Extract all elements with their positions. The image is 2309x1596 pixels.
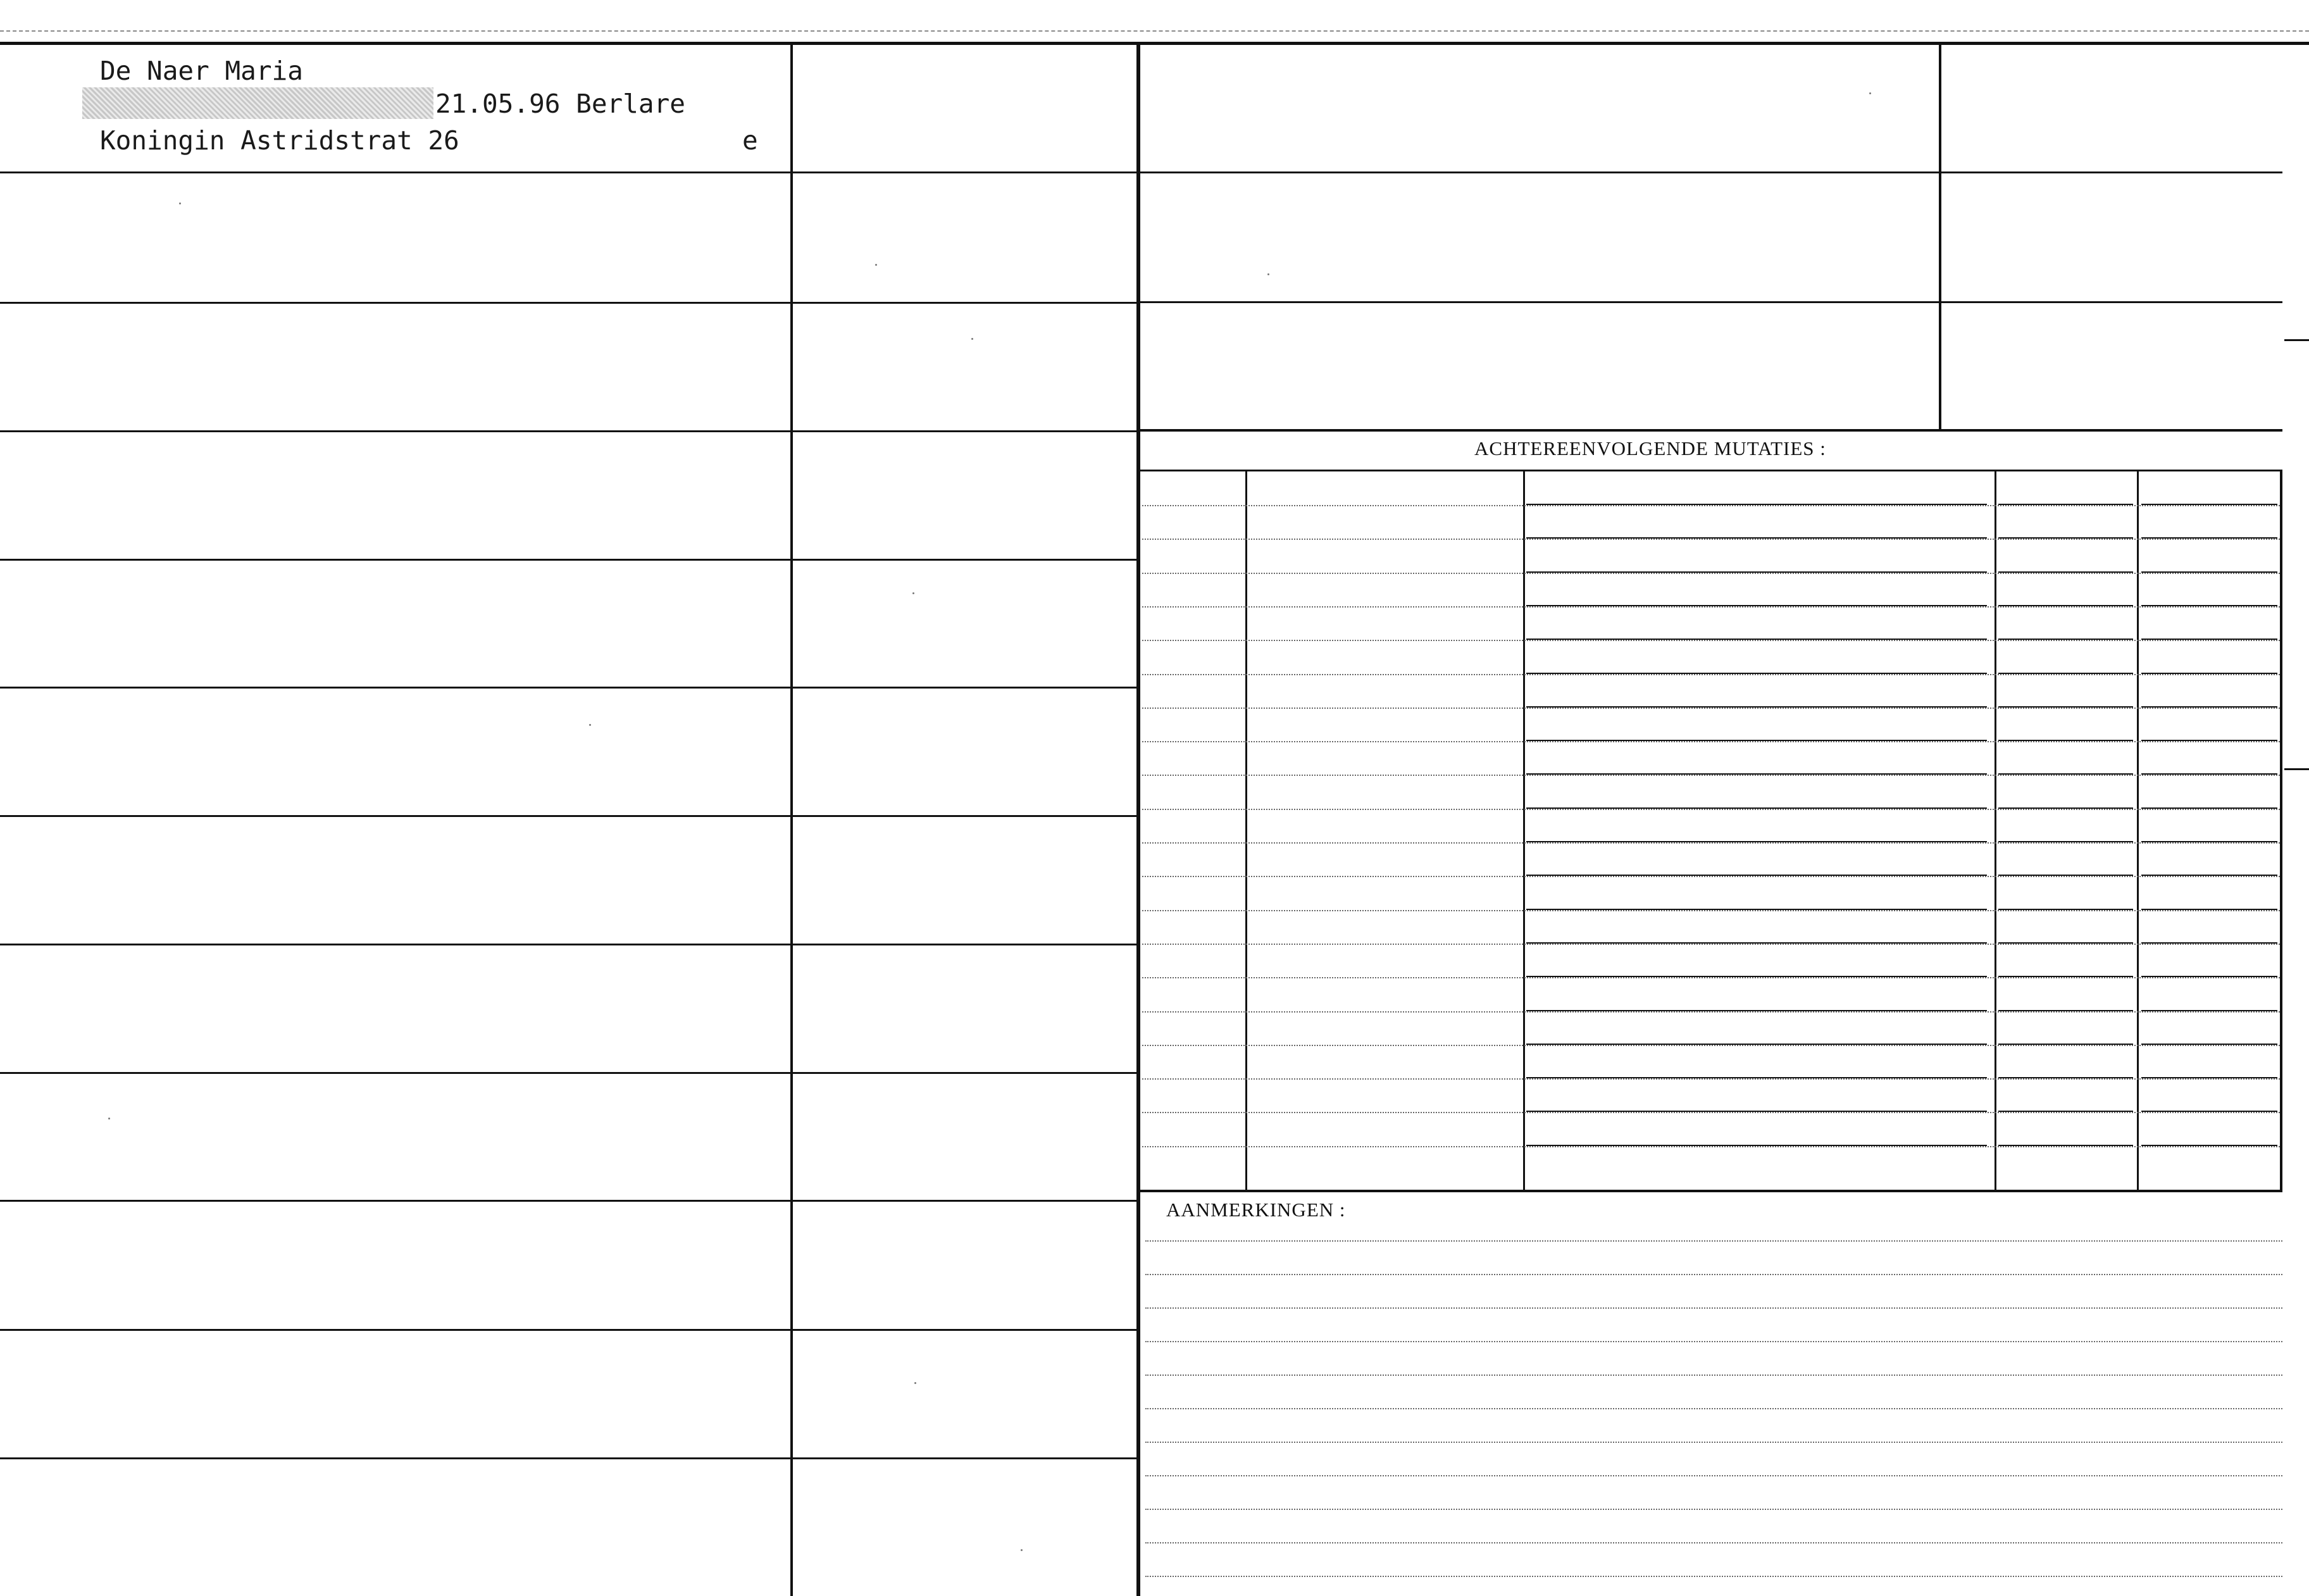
mutations-solid-rule [1526, 740, 1987, 741]
mutations-solid-rule [2141, 1077, 2277, 1078]
mutations-solid-rule [1998, 504, 2133, 505]
mutations-solid-rule [1998, 841, 2133, 842]
mutations-solid-rule [1526, 1077, 1987, 1078]
mutations-col-line [1245, 471, 1247, 1191]
mutations-solid-rule [1526, 605, 1987, 606]
mutations-row-rule [1142, 876, 2280, 877]
center-row-line [793, 1072, 1136, 1074]
mutations-solid-rule [1998, 537, 2133, 539]
record-mark: e [742, 125, 758, 156]
mutations-row-rule [1142, 1011, 2280, 1013]
mutations-solid-rule [1526, 1111, 1987, 1112]
mutations-row-rule [1142, 606, 2280, 608]
center-row-line [793, 171, 1136, 173]
mutations-solid-rule [2141, 841, 2277, 842]
center-row-line [793, 1329, 1136, 1331]
mid-col-divider [1136, 43, 1140, 1596]
record-name: De Naer Maria [100, 56, 303, 86]
mutations-solid-rule [2141, 1145, 2277, 1146]
mutations-solid-rule [2141, 807, 2277, 809]
right-top-divider [1939, 43, 1941, 430]
left-row-line [0, 1329, 790, 1331]
remarks-row-rule [1145, 1375, 2282, 1376]
center-row-line [793, 1457, 1136, 1459]
mutations-row-rule [1142, 1045, 2280, 1046]
remarks-row-rule [1145, 1442, 2282, 1443]
left-row-line [0, 1200, 790, 1202]
right-row-line [1139, 429, 2282, 432]
mutations-solid-rule [1526, 773, 1987, 775]
mutations-solid-rule [2141, 909, 2277, 910]
paper-speck [108, 1118, 110, 1119]
left-row-line [0, 171, 790, 173]
mutations-col-line [1523, 471, 1525, 1191]
mutations-solid-rule [2141, 1044, 2277, 1045]
remarks-row-rule [1145, 1542, 2282, 1543]
remarks-row-rule [1145, 1307, 2282, 1309]
mutations-row-rule [1142, 1146, 2280, 1147]
mutations-solid-rule [2141, 706, 2277, 708]
mutations-solid-rule [1998, 1145, 2133, 1146]
mutations-solid-rule [1526, 571, 1987, 573]
paper-speck [589, 724, 591, 726]
mutations-solid-rule [1526, 875, 1987, 876]
mutations-solid-rule [1998, 807, 2133, 809]
margin-tick [2284, 339, 2309, 341]
paper-speck [1267, 273, 1269, 275]
center-row-line [793, 687, 1136, 689]
mutations-solid-rule [1526, 1010, 1987, 1011]
mutations-row-rule [1142, 944, 2280, 945]
mutations-solid-rule [1526, 1044, 1987, 1045]
mutations-heading: ACHTEREENVOLGENDE MUTATIES : [1474, 437, 1826, 459]
mutations-solid-rule [2141, 571, 2277, 573]
mutations-solid-rule [2141, 639, 2277, 640]
redacted-birth-field [82, 87, 433, 119]
mutations-solid-rule [2141, 673, 2277, 674]
top-dashed-edge [0, 30, 2309, 32]
mutations-row-rule [1142, 674, 2280, 675]
record-date-place: 21.05.96 Berlare [435, 89, 685, 119]
mutations-solid-rule [1998, 976, 2133, 977]
mutations-row-rule [1142, 842, 2280, 844]
mutations-solid-rule [1526, 537, 1987, 539]
remarks-row-rule [1145, 1240, 2282, 1242]
remarks-row-rule [1145, 1274, 2282, 1275]
mutations-solid-rule [1998, 773, 2133, 775]
mutations-solid-rule [2141, 1111, 2277, 1112]
margin-tick [2284, 768, 2309, 770]
left-row-line [0, 1457, 790, 1459]
mutations-solid-rule [1998, 740, 2133, 741]
record-address: Koningin Astridstrat 26 [100, 125, 459, 156]
mutations-col-line [1995, 471, 1996, 1191]
remarks-row-rule [1145, 1341, 2282, 1342]
top-border [0, 42, 2309, 45]
paper-speck [1021, 1549, 1023, 1551]
mutations-solid-rule [1526, 976, 1987, 977]
mutations-solid-rule [2141, 942, 2277, 944]
mutations-solid-rule [1526, 942, 1987, 944]
right-row-line [1139, 171, 2282, 173]
mutations-solid-rule [1998, 875, 2133, 876]
mutations-row-rule [1142, 1112, 2280, 1113]
mutations-solid-rule [1526, 504, 1987, 505]
right-row-line [1139, 301, 2282, 303]
mutations-col-line [2280, 471, 2282, 1191]
mutations-row-rule [1142, 640, 2280, 641]
mutations-header-rule [1139, 470, 2282, 471]
mutations-row-rule [1142, 741, 2280, 742]
mutations-row-rule [1142, 910, 2280, 911]
mutations-solid-rule [1526, 841, 1987, 842]
mutations-solid-rule [1998, 639, 2133, 640]
mutations-row-rule [1142, 809, 2280, 810]
paper-speck [179, 203, 181, 204]
mutations-solid-rule [1526, 639, 1987, 640]
mutations-solid-rule [2141, 504, 2277, 505]
mutations-row-rule [1142, 1078, 2280, 1080]
mutations-solid-rule [1526, 706, 1987, 708]
center-row-line [793, 944, 1136, 945]
mutations-solid-rule [2141, 537, 2277, 539]
mutations-row-rule [1142, 775, 2280, 776]
mutations-solid-rule [1526, 673, 1987, 674]
mutations-solid-rule [2141, 875, 2277, 876]
mutations-solid-rule [1526, 807, 1987, 809]
mutations-row-rule [1142, 505, 2280, 506]
mutations-solid-rule [2141, 976, 2277, 977]
mutations-row-rule [1142, 708, 2280, 709]
left-row-line [0, 1072, 790, 1074]
mutations-solid-rule [1998, 605, 2133, 606]
left-row-line [0, 302, 790, 304]
left-col-divider [790, 43, 793, 1596]
left-row-line [0, 687, 790, 689]
mutations-solid-rule [2141, 740, 2277, 741]
center-row-line [793, 430, 1136, 432]
mutations-solid-rule [1998, 942, 2133, 944]
paper-speck [1869, 92, 1871, 94]
mutations-solid-rule [1998, 1044, 2133, 1045]
left-row-line [0, 559, 790, 561]
mutations-solid-rule [1998, 1111, 2133, 1112]
mutations-solid-rule [1526, 909, 1987, 910]
mutations-bottom-rule [1139, 1190, 2282, 1192]
center-row-line [793, 559, 1136, 561]
remarks-heading: AANMERKINGEN : [1166, 1199, 1346, 1221]
mutations-solid-rule [1526, 1145, 1987, 1146]
mutations-solid-rule [1998, 673, 2133, 674]
paper-speck [971, 338, 973, 340]
left-row-line [0, 815, 790, 817]
remarks-row-rule [1145, 1576, 2282, 1577]
center-row-line [793, 815, 1136, 817]
remarks-row-rule [1145, 1509, 2282, 1510]
left-row-line [0, 430, 790, 432]
mutations-solid-rule [1998, 706, 2133, 708]
mutations-row-rule [1142, 539, 2280, 540]
mutations-solid-rule [2141, 773, 2277, 775]
left-row-line [0, 944, 790, 945]
mutations-solid-rule [1998, 571, 2133, 573]
mutations-solid-rule [1998, 1077, 2133, 1078]
mutations-solid-rule [2141, 605, 2277, 606]
remarks-row-rule [1145, 1408, 2282, 1409]
paper-speck [912, 592, 914, 594]
mutations-solid-rule [1998, 909, 2133, 910]
mutations-col-line [2137, 471, 2139, 1191]
remarks-row-rule [1145, 1475, 2282, 1476]
mutations-row-rule [1142, 977, 2280, 978]
mutations-solid-rule [1998, 1010, 2133, 1011]
center-row-line [793, 302, 1136, 304]
mutations-row-rule [1142, 573, 2280, 574]
paper-speck [914, 1382, 916, 1384]
mutations-solid-rule [2141, 1010, 2277, 1011]
center-row-line [793, 1200, 1136, 1202]
paper-speck [875, 264, 877, 266]
